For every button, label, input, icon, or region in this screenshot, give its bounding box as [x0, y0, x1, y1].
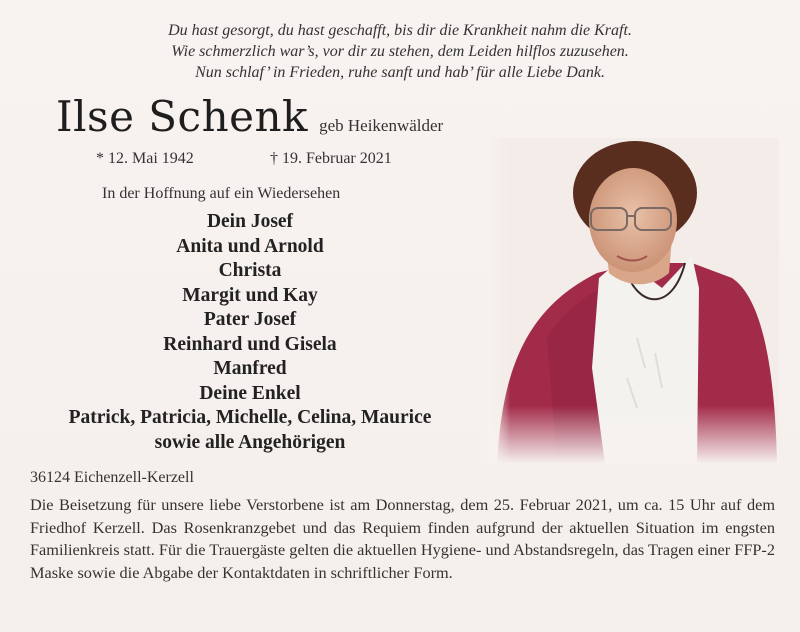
mourner-line: Dein Josef	[206, 211, 294, 232]
mourner-line: Pater Josef	[203, 309, 297, 330]
mourner-line: Manfred	[213, 358, 287, 379]
poem-line-2: Wie schmerzlich war’s, vor dir zu stehen, dem Leiden hilflos zuzusehen.	[171, 43, 629, 60]
mourner-line: Reinhard und Gisela	[163, 333, 337, 355]
mourner-line: Anita und Arnold	[176, 235, 324, 257]
death-date: † 19. Februar 2021	[270, 150, 392, 167]
poem-line-3: Nun schlaf’ in Frieden, ruhe sanft und hab’ für alle Liebe Dank.	[195, 64, 605, 81]
poem	[120, 20, 680, 83]
mourner-line: Margit und Kay	[182, 284, 318, 306]
birth-name: geb Heikenwälder	[319, 116, 444, 135]
name-row	[56, 92, 443, 141]
mourner-line: Christa	[218, 260, 282, 281]
funeral-notice: Die Beisetzung für unsere liebe Verstorbene ist am Donnerstag, dem 25. Februar 2021, um ca. 15 Uhr auf dem Friedhof Kerzell. Das Rosenkranzgebet und das Requiem finden aufgrund der aktuellen Situation im engsten Familienkreis statt. Für die Trauergäste gelten die aktuellen Hygiene- und Abstandsregeln, das Tragen einer FFP-2 Maske sowie die Abgabe der Kontaktdaten in schriftlicher Form.	[30, 495, 775, 582]
hope-line: In der Hoffnung auf ein Wiedersehen	[102, 185, 341, 202]
mourner-line: sowie alle Angehörigen	[154, 431, 346, 453]
mourners-list	[20, 210, 480, 455]
mourner-line: Deine Enkel	[199, 382, 301, 404]
portrait-photo	[487, 138, 779, 464]
mourner-line: Patrick, Patricia, Michelle, Celina, Maurice	[68, 407, 432, 428]
deceased-name: Ilse Schenk	[56, 92, 308, 141]
poem-line-1: Du hast gesorgt, du hast geschafft, bis dir die Krankheit nahm die Kraft.	[168, 22, 632, 39]
birth-date: * 12. Mai 1942	[96, 150, 194, 167]
place-line: 36124 Eichenzell-Kerzell	[30, 469, 194, 486]
